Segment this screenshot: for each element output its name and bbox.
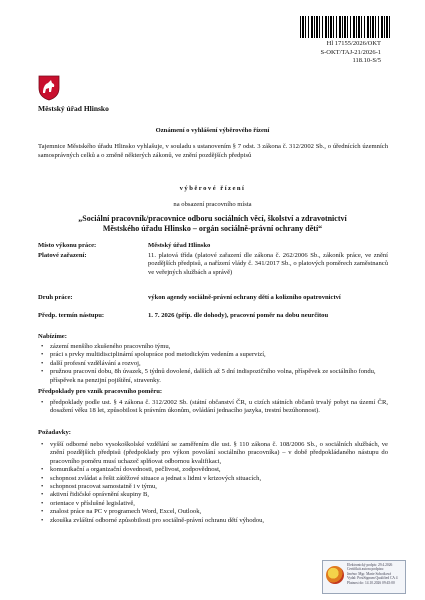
list-item: • znalost práce na PC v programech Word, Excel, Outlook,: [38, 508, 388, 516]
reference-line: Hl 17155/2026/OKT: [326, 40, 381, 47]
offer-heading: Nabízíme:: [38, 333, 67, 340]
list-item: • vyšší odborné nebo vysokoškolské vzdělání se zaměřením dle ust. § 110 zákona č. 108/2006 Sb., o sociálních službách, ve znění pozdějších předpisů (předpoklady pro výkon povolání sociálního pracovníka) – v době předpokládaného nástupu do pracovního poměru musí uchazeč splňovat odbornou kvalifikaci,: [38, 441, 388, 466]
reference-line: 118.10-S/5: [352, 57, 381, 65]
list-item: • další profesní vzdělávání a rozvoj,: [38, 360, 388, 368]
detail-value: Městský úřad Hlinsko: [148, 242, 211, 249]
stamp-line: Elektronický podpis: 29.4.2026: [347, 563, 393, 567]
stamp-line: Certifikát autora podpisu:: [347, 567, 384, 572]
prerequisites-list: [38, 399, 388, 416]
requirements-list: [38, 441, 388, 525]
list-item: • schopnost pracovat samostatně i v týmu,: [38, 483, 388, 491]
list-item: • orientace v příslušné legislativě,: [38, 500, 388, 508]
detail-label: Předp. termín nástupu:: [38, 312, 105, 319]
detail-label: Místo výkonu práce:: [38, 242, 97, 249]
list-item: • práci s prvky multidisciplinární spolupráce pod metodickým vedením a supervizí,: [38, 351, 388, 359]
stamp-line: Vydal: PostSignum Qualified CA 4: [347, 576, 398, 581]
detail-label: Platové zařazení:: [38, 252, 87, 259]
electronic-signature-stamp: [322, 560, 406, 594]
selection-procedure-heading: výběrové řízení: [179, 185, 246, 192]
list-item: • zkouška zvláštní odborné způsobilosti pro sociálně-právní ochranu dětí výhodou,: [38, 517, 388, 525]
list-item: • komunikační a organizační dovednosti, pečlivost, zodpovědnost,: [38, 466, 388, 474]
intro-paragraph: Tajemnice Městského úřadu Hlinsko vyhlašuje, v souladu s ustanovením § 7 odst. 3 zákona č. 312/2002 Sb., o úřednících územních samosprávných celků a o změně některých zákonů, ve znění pozdějších předpisů: [38, 143, 388, 159]
offer-list: [38, 343, 388, 385]
detail-value: 11. platová třída (platové zařazení dle zákona č. 262/2006 Sb., zákoník práce, ve znění pozdějších předpisů, a nařízení vlády č. 341/2017 Sb., o platových poměrech zaměstnanců ve veřejných službách a správě): [148, 252, 388, 276]
list-item: • schopnost zvládat a řešit zátěžové situace a jednat s lidmi v krizových situacích,: [38, 475, 388, 483]
barcode-icon: [300, 16, 392, 38]
stamp-line: Jméno: Mgr. Marie Sobotková: [347, 571, 391, 576]
prerequisites-heading: Předpoklady pro vznik pracovního poměru:: [38, 388, 163, 395]
list-item: • aktivní řidičské oprávnění skupiny B,: [38, 491, 388, 499]
position-title-line-1: „Sociální pracovník/pracovnice odboru sociálních věcí, školství a zdravotnictví: [78, 214, 347, 223]
requirements-heading: Požadavky:: [38, 429, 71, 436]
reference-numbers: [320, 40, 381, 66]
stamp-line: Platnost do: 14.10.2026 09:45:00: [347, 580, 395, 585]
position-subheading: na obsazení pracovního místa: [173, 201, 252, 208]
detail-value: výkon agendy sociálně-právní ochrany dětí a kolizního opatrovnictví: [148, 294, 341, 301]
list-item: • pružnou pracovní dobu, 8h úvazek, 5 týdnů dovolené, dalších až 5 dní indispozičního volna, příspěvek ze sociálního fondu, příspěvek na penzijní pojištění, stravenky.: [38, 368, 388, 385]
town-coat-of-arms-icon: [38, 75, 60, 101]
reference-line: S-OKT/TAJ-21/2026-1: [320, 48, 381, 56]
position-title-line-2: Městského úřadu Hlinsko – orgán sociálně-právní ochrany dětí“: [102, 224, 323, 233]
detail-label: Druh práce:: [38, 294, 73, 301]
list-item: • předpoklady podle ust. § 4 zákona č. 312/2002 Sb. (státní občanství ČR, u cizích státních občanů trvalý pobyt na území ČR, dosažení věku 18 let, způsobilost k právním úkonům, ovládání jednacího jazyka, trestní bezúhonnost).: [38, 399, 388, 416]
signature-seal-icon: [326, 566, 344, 584]
announcement-heading: Oznámení o vyhlášení výběrového řízení: [155, 127, 270, 134]
list-item: • zázemí menšího zkušeného pracovního týmu,: [38, 343, 388, 351]
office-name: Městský úřad Hlinsko: [38, 104, 109, 113]
detail-value: 1. 7. 2026 (příp. dle dohody), pracovní poměr na dobu neurčitou: [148, 312, 329, 319]
